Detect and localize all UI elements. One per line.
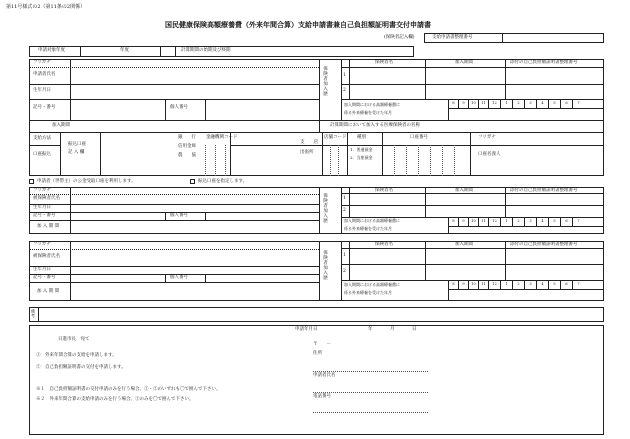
p2-symbol: 記号・番号 (33, 275, 56, 280)
p2-m9: 9 (458, 280, 468, 289)
p1-header-period: 加入期間 (455, 188, 473, 193)
p2-furigana: フリガナ (33, 242, 51, 247)
item-1: ① 外来年間合算の支給を申請します。 (36, 353, 117, 358)
month-5: 5 (548, 99, 560, 108)
p2-m8: 8 (448, 280, 458, 289)
reg-number-label: 支給申請書整理番号 (432, 35, 473, 40)
p1-m4: 4 (536, 217, 548, 226)
p2-personal: 個人番号 (170, 275, 188, 280)
p1-header-cert: 添付の自己負担額証明書整理番号 (510, 188, 578, 193)
note-2: ※２ 外来年間合算の支給申請のみを行う場合、①のみを〇で囲んで下さい。 (36, 397, 194, 402)
month-12: 12 (488, 99, 500, 108)
item-2: ② 自己負担額証明書の交付を申請します。 (36, 365, 126, 370)
note-1: ※１ 自己負担額証明書の交付申請のみを行う場合、①・②のいずれも〇で囲んで下さい。 (36, 387, 221, 392)
p2-m11: 11 (478, 280, 488, 289)
p1-row-2: 2 (343, 208, 346, 213)
p1-note-2: 係る外来療養を受けた年月 (344, 226, 392, 231)
store-code-label: 店舗コード (324, 135, 347, 140)
p2-note-1: 加入期間における高額療養費に (344, 282, 400, 287)
institution-code-label: 金融機関コード (206, 135, 238, 140)
p1-header-insurer: 保険者名 (375, 188, 393, 193)
p2-m3: 3 (524, 280, 536, 289)
insured-history-label: 保険者加入歴 (322, 66, 328, 96)
p1-join: 加 入 期 間 (37, 224, 60, 229)
postal-label: 〒 － (313, 342, 331, 347)
p2-insured-history: 保険者加入歴 (322, 250, 328, 280)
target-year-label: 申請対象年度 (38, 48, 65, 53)
symbol-number-label: 記号・番号 (33, 105, 56, 110)
p1-personal: 個人番号 (170, 213, 188, 218)
savings-option[interactable]: 1．普通預金 (350, 147, 373, 152)
year-label: 年度 (120, 48, 129, 53)
bank-furigana-label: フリガナ (478, 135, 496, 140)
payment-method-label: 支給方法 (33, 136, 51, 141)
p1-row-1: 1 (343, 196, 346, 201)
month-3: 3 (524, 99, 536, 108)
entry-label: 記 入 欄 (68, 150, 85, 155)
p2-m7: 7 (572, 280, 584, 289)
birth-label: 生年月日 (33, 88, 51, 93)
personal-number-label: 個人番号 (170, 105, 188, 110)
person-section-2 (29, 241, 604, 301)
p1-symbol: 記号・番号 (33, 213, 56, 218)
p2-m6: 6 (560, 280, 572, 289)
transfer-short-label: 口座振込 (33, 152, 51, 157)
p1-m8: 8 (448, 217, 458, 226)
date-day: 日 (412, 327, 417, 332)
p2-note-2: 係る外来療養を受けた年月 (344, 290, 392, 295)
p1-insured-history: 保険者加入歴 (322, 193, 328, 223)
row-1: 1 (343, 73, 346, 78)
designate-account-checkbox[interactable] (190, 179, 195, 184)
p2-m2: 2 (512, 280, 524, 289)
p1-m12: 12 (488, 217, 500, 226)
p1-birth: 生年月日 (33, 205, 51, 210)
p1-m7: 7 (572, 217, 584, 226)
date-label: 申請年月日 (295, 327, 318, 332)
account-no-label: 口座番号 (410, 135, 428, 140)
p2-header-insurer: 保険者名 (375, 242, 393, 247)
transfer-label: 振込口座 (68, 142, 86, 147)
mayor-address: 日進市長 宛て (58, 337, 90, 342)
p1-m2: 2 (512, 217, 524, 226)
month-9: 9 (458, 99, 468, 108)
applicant-name-label: 申請者氏名 (33, 72, 56, 77)
p2-birth: 生年月日 (33, 267, 51, 272)
month-4: 4 (536, 99, 548, 108)
furigana-label: フリガナ (33, 60, 51, 65)
insurer-entry-label: (保険者記入欄) (384, 35, 415, 40)
p1-note-1: 加入期間における高額療養費に (344, 218, 400, 223)
period-note-1: 加入期間における高額療養費に (344, 102, 400, 107)
p1-furigana: フリガナ (33, 188, 51, 193)
join-period-label: 加入期間 (52, 123, 70, 128)
applicant-name-sign-label: 申請者氏名 (313, 373, 336, 378)
designate-account-label: 振込口座を指定します。 (198, 179, 248, 184)
p1-m11: 11 (478, 217, 488, 226)
date-year: 年 (368, 327, 373, 332)
p2-row-2: 2 (343, 269, 346, 274)
p2-header-cert: 添付の自己負担額証明書整理番号 (510, 242, 578, 247)
p1-m5: 5 (548, 217, 560, 226)
date-month: 月 (390, 327, 395, 332)
applicant-section (29, 59, 604, 176)
month-7: 7 (572, 99, 584, 108)
p2-m1: 1 (500, 280, 512, 289)
branch-label: 支 店 (300, 140, 318, 145)
form-title: 国民健康保険高額療養費（外来年間合算）支給申請書兼自己負担額証明書交付申請書 (165, 20, 431, 29)
credit-union: 信用金庫 (178, 144, 196, 149)
p2-join: 加 入 期 間 (37, 289, 60, 294)
month-6: 6 (560, 99, 572, 108)
header-insurer: 保険者名 (375, 60, 393, 65)
period-note-2: 係る外来療養を受けた年月 (344, 110, 392, 115)
month-1: 1 (500, 99, 512, 108)
p2-row-1: 1 (343, 253, 346, 258)
bank-kind: 銀 行 (178, 135, 196, 140)
phone-label: 電話番号 (313, 394, 331, 399)
month-8: 8 (448, 99, 458, 108)
public-account-checkbox[interactable] (29, 179, 34, 184)
month-11: 11 (478, 99, 488, 108)
form-code: 第11号様式の2（第11条の2関係） (6, 4, 86, 10)
p1-m10: 10 (468, 217, 478, 226)
p2-name: 被保険者氏名 (33, 254, 60, 259)
p2-header-period: 加入期間 (455, 242, 473, 247)
row-2: 2 (343, 88, 346, 93)
public-account-label: 申請者（世帯主）の公金受取口座を利用します。 (37, 179, 136, 184)
month-2: 2 (512, 99, 524, 108)
p1-m3: 3 (524, 217, 536, 226)
header-period: 加入期間 (455, 60, 473, 65)
p1-m1: 1 (500, 217, 512, 226)
p1-m6: 6 (560, 217, 572, 226)
current-option[interactable]: 2．当座預金 (350, 155, 373, 160)
month-10: 10 (468, 99, 478, 108)
calc-period-label: 計算期間の始期及び終期 (181, 48, 231, 53)
category-label: 種別 (357, 135, 366, 140)
p2-m12: 12 (488, 280, 500, 289)
agri: 農 協 (178, 153, 196, 158)
office-label: 出張所 (300, 150, 314, 155)
p1-name: 被保険者氏名 (33, 196, 60, 201)
remarks-label: 備考 (31, 309, 36, 318)
account-holder-label: 口座名義人 (478, 152, 501, 157)
address-label: 住所 (313, 351, 322, 356)
p2-m4: 4 (536, 280, 548, 289)
remarks-box[interactable] (29, 307, 604, 322)
ins-names-label: 計算期間において加入する医療保険者の名称 (330, 123, 420, 128)
p1-m9: 9 (458, 217, 468, 226)
p2-m10: 10 (468, 280, 478, 289)
header-cert: 添付の自己負担額証明書整理番号 (510, 60, 578, 65)
p2-m5: 5 (548, 280, 560, 289)
